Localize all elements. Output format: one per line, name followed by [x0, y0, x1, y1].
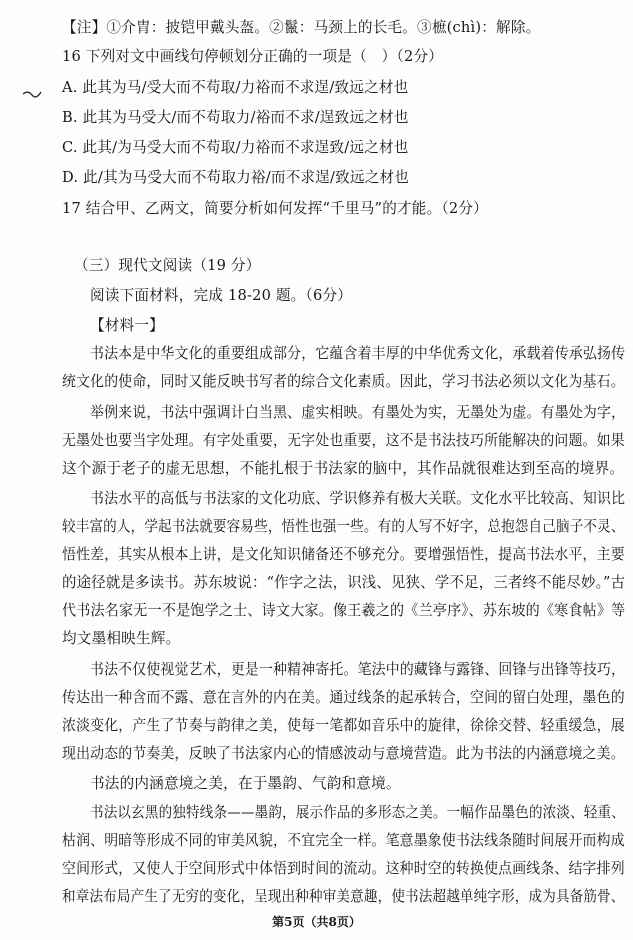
option-b: B. 此其为马受大/而不苟取力/裕而不求/逞致远之材也: [62, 109, 409, 126]
paragraph-line: 书法不仅使视觉艺术，更是一种精神寄托。笔法中的藏锋与露锋、回锋与出锋等技巧，: [90, 661, 626, 678]
paragraph-line: 代书法名家无一不是饱学之士、诗文大家。像王羲之的《兰亭序》、苏东坡的《寒食帖》等: [62, 602, 626, 619]
paragraph-line: 较丰富的人，学起书法就要容易些，悟性也强一些。有的人写不好字，总抱怨自己脑子不灵、: [62, 518, 625, 535]
paragraph-line: 浓淡变化，产生了节奏与韵律之美，使每一笔都如音乐中的旋律，徐徐交替、轻重缓急，展: [62, 717, 625, 734]
paragraph-line: 统文化的使命，同时又能反映书写者的综合文化素质。因此，学习书法必须以文化为基石。: [62, 373, 625, 390]
option-c: C. 此其/为马受大而不苟取/力裕而不求逞致/远之材也: [62, 139, 409, 156]
material-label: 【材料一】: [90, 317, 164, 334]
option-a: A. 此其为马/受大而不苟取/力裕而不求逞/致远之材也: [62, 79, 409, 96]
annotation-note: 【注】①介胄：披铠甲戴头盔。②鬣：马颈上的长毛。③樜(chì)：解除。: [62, 19, 541, 36]
paragraph-line: 现出动态的节奏美，反映了书法家内心的情感波动与意境营造。此为书法的内涵意境之美。: [62, 745, 625, 762]
paragraph-line: 空间形式，又使人于空间形式中体悟到时间的流动。这种时空的转换使点画线条、结字排列: [62, 860, 625, 877]
section-heading: （三）现代文阅读（19 分）: [74, 257, 261, 274]
paragraph-line: 书法本是中华文化的重要组成部分，它蕴含着丰厚的中华优秀文化，承载着传承弘扬传: [90, 345, 626, 362]
paragraph-line: 书法以玄黑的独特线条——墨韵，展示作品的多形态之美。一幅作品墨色的浓淡、轻重、: [90, 804, 625, 821]
paragraph-line: 书法水平的高低与书法家的文化功底、学识修养有极大关联。文化水平比较高、知识比: [90, 490, 626, 507]
paragraph-line: 悟性差，其实从根本上讲，是文化知识储备还不够充分。要增强悟性，提高书法水平，主要: [62, 546, 625, 563]
paragraph-line: 无墨处也要当字处理。有字处重要，无字处也重要，这不是书法技巧所能解决的问题。如果: [62, 432, 625, 449]
question-16: 16 下列对文中画线句停顿划分正确的一项是（ ）（2分）: [62, 48, 444, 65]
paragraph-line: 枯润、明暗等形成不同的审美风貌，不宜完全一样。笔意墨象使书法线条随时间展开而构成: [62, 832, 625, 849]
paragraph-line: 这个源于老子的虚无思想，不能扎根于书法家的脑中，其作品就很难达到至高的境界。: [62, 460, 625, 477]
paragraph-line: 书法的内涵意境之美，在于墨韵、气韵和意境。: [90, 775, 401, 792]
option-d: D. 此/其为马受大而不苟取力裕/而不求逞/致远之材也: [62, 169, 410, 186]
paragraph-line: 的途径就是多读书。苏东坡说：“作字之法，识浅、见狭、学不足，三者终不能尽妙。”古: [62, 574, 626, 591]
paragraph-line: 均文墨相映生辉。: [62, 630, 181, 647]
paragraph-line: 举例来说，书法中强调计白当黑、虚实相映。有墨处为实，无墨处为虚。有墨处为字，: [90, 404, 626, 421]
paragraph-line: 和章法布局产生了无穷的变化，呈现出种种审美意趣，使书法超越单纯字形，成为具备筋骨、: [62, 888, 625, 905]
question-17: 17 结合甲、乙两文，简要分析如何发挥“千里马”的才能。（2分）: [62, 200, 488, 217]
paragraph-line: 传达出一种含而不露、意在言外的内在美。通过线条的起承转合，空间的留白处理，墨色的: [62, 689, 625, 706]
instructions: 阅读下面材料，完成 18-20 题。（6分）: [90, 287, 353, 304]
page-footer: 第5页（共8页）: [272, 915, 361, 929]
pen-mark: [22, 87, 42, 99]
